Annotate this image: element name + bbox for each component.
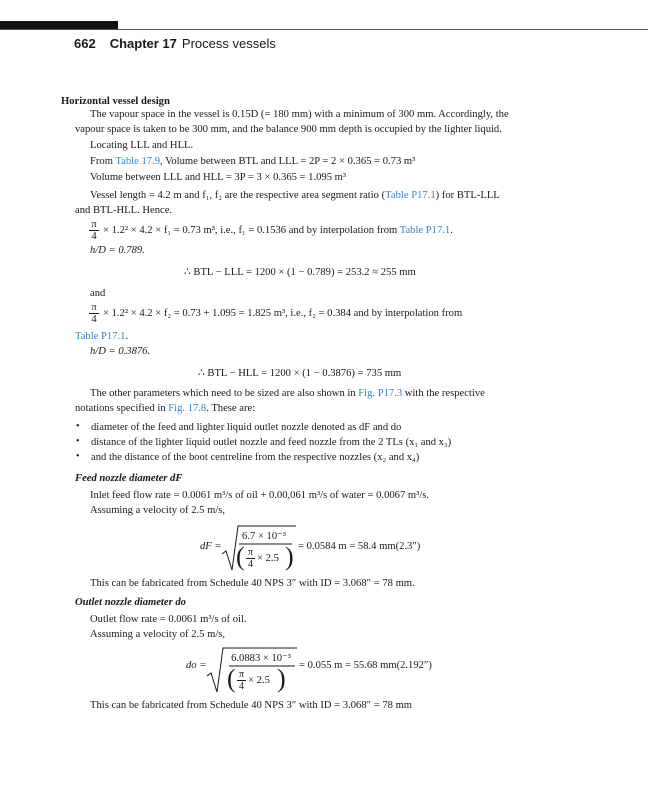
- vessel-length-line: [90, 189, 500, 202]
- feed-nozzle-title: Feed nozzle diameter dF: [75, 473, 183, 484]
- eq1-end: .: [450, 225, 453, 236]
- eq1-pi-over-4: [89, 219, 99, 242]
- eq2-line: × 1.2² × 4.2 × f₂ = 0.73 + 1.095 = 1.825 m³, i.e., f₂ = 0.384 and by interpolation from: [103, 308, 463, 319]
- section-title: Horizontal vessel design: [61, 96, 170, 107]
- feed-four: 4: [248, 559, 253, 570]
- feed-fabricated: This can be fabricated from Schedule 40 NPS 3″ with ID = 3.068″ = 78 mm.: [90, 578, 415, 589]
- and-word: and: [90, 288, 106, 299]
- from-table-line: [90, 155, 415, 168]
- vessel-length-post: ) for BTL-LLL: [435, 190, 500, 201]
- feed-den-rest: × 2.5: [257, 553, 279, 564]
- para1-line2: vapour space is taken to be 300 mm, and the balance 900 mm depth is occupied by the lighter liquid.: [75, 124, 502, 135]
- eq2-pi-over-4: [89, 302, 99, 325]
- other-params-line2-post: . These are:: [206, 403, 256, 414]
- outlet-numerator: 6.0883 × 10⁻³: [231, 653, 291, 664]
- other-params-line2: [75, 402, 255, 415]
- vessel-length-pre: Vessel length = 4.2 m and f₁, f₂ are the respective area segment ratio (: [90, 190, 386, 201]
- outlet-result: = 0.055 m = 55.68 mm(2.192″): [299, 660, 432, 671]
- vol-hll-line: Volume between LLL and HLL = 3P = 3 × 0.365 = 1.095 m³: [90, 172, 347, 183]
- running-header: [74, 36, 276, 51]
- bullet-dot: •: [76, 436, 80, 447]
- bullet-item-1: diameter of the feed and lighter liquid outlet nozzle denoted as dF and do: [91, 422, 402, 433]
- eq2-four: 4: [91, 314, 97, 325]
- from-table-post: , Volume between BTL and LLL = 2P = 2 × 0.365 = 0.73 m³: [160, 156, 416, 167]
- outlet-sqrt: [207, 646, 297, 694]
- outlet-nozzle-title: Outlet nozzle diameter do: [75, 597, 186, 608]
- btl-lll-result: ∴ BTL − LLL = 1200 × (1 − 0.789) = 253.2 ≈ 255 mm: [184, 267, 416, 278]
- outlet-pi: π: [238, 669, 245, 680]
- bullet-item-2: distance of the lighter liquid outlet nozzle and feed nozzle from the 2 TLs (x₁ and x₃): [91, 437, 452, 448]
- chapter-label: Chapter 17: [109, 36, 177, 51]
- chapter-title: Process vessels: [181, 36, 276, 51]
- feed-pi: π: [247, 547, 254, 558]
- link-table-p17-1-c[interactable]: Table P17.1: [75, 331, 126, 342]
- feed-velocity: Assuming a velocity of 2.5 m/s,: [90, 505, 226, 516]
- outlet-fabricated: This can be fabricated from Schedule 40 NPS 3″ with ID = 3.068″ = 78 mm: [90, 700, 413, 711]
- outlet-lhs: do =: [186, 660, 207, 671]
- bullet-dot: •: [76, 421, 80, 432]
- outlet-four: 4: [239, 681, 244, 692]
- eq1-pi: π: [89, 219, 99, 231]
- link-table-p17-1-b[interactable]: Table P17.1: [399, 225, 451, 236]
- outlet-den-rest: × 2.5: [248, 675, 270, 686]
- feed-flow: Inlet feed flow rate = 0.0061 m³/s of oil + 0.00,061 m³/s of water = 0.0067 m³/s.: [90, 490, 430, 501]
- table-p17-1-end: .: [125, 331, 129, 342]
- eq1-four: 4: [91, 231, 97, 242]
- feed-result: = 0.0584 m = 58.4 mm(2.3″): [298, 541, 421, 552]
- btl-hll-result: ∴ BTL − HLL = 1200 × (1 − 0.3876) = 735 mm: [198, 368, 402, 379]
- outlet-velocity: Assuming a velocity of 2.5 m/s,: [90, 629, 226, 640]
- eq2-pi: π: [89, 302, 99, 314]
- bullet-dot: •: [76, 451, 80, 462]
- from-table-pre: From: [90, 156, 116, 167]
- outlet-paren-right: ): [277, 664, 286, 693]
- feed-sqrt: [222, 524, 296, 572]
- outlet-pi-over-4: [237, 669, 246, 692]
- feed-pi-over-4: [246, 547, 255, 570]
- para1-line1: The vapour space in the vessel is 0.15D (= 180 mm) with a minimum of 300 mm. Accordingly, the: [90, 109, 509, 120]
- page-number: 662: [74, 36, 96, 51]
- feed-lhs: dF =: [200, 541, 222, 552]
- link-fig-p17-3[interactable]: Fig. P17.3: [358, 388, 403, 399]
- eq1-rest: × 1.2² × 4.2 × f₁ = 0.73 m³, i.e., f₁ = 0.1536 and by interpolation from: [103, 225, 400, 236]
- other-params-line1: [90, 387, 485, 400]
- header-rule: [0, 29, 648, 30]
- link-table-17-9[interactable]: Table 17.9: [115, 156, 160, 167]
- other-params-line2-pre: notations specified in: [75, 403, 169, 414]
- outlet-paren-left: (: [227, 664, 236, 693]
- feed-paren-left: (: [236, 542, 245, 571]
- outlet-flow: Outlet flow rate = 0.0061 m³/s of oil.: [90, 614, 247, 625]
- and-btl-hll: and BTL-HLL. Hence.: [75, 205, 173, 216]
- feed-numerator: 6.7 × 10⁻³: [242, 531, 286, 542]
- feed-paren-right: ): [285, 542, 294, 571]
- bullet-item-3: and the distance of the boot centreline from the respective nozzles (x₂ and x₄): [91, 452, 420, 463]
- hd1: h/D = 0.789.: [90, 245, 145, 256]
- other-params-pre: The other parameters which need to be sized are also shown in: [90, 388, 359, 399]
- link-fig-17-8[interactable]: Fig. 17.8: [168, 403, 207, 414]
- table-p17-1-line: [75, 330, 128, 343]
- locating-text: Locating LLL and HLL.: [90, 140, 194, 151]
- link-table-p17-1-a[interactable]: Table P17.1: [385, 190, 436, 201]
- eq1-line: [103, 224, 453, 237]
- hd2: h/D = 0.3876.: [90, 346, 151, 357]
- other-params-post: with the respective: [402, 388, 485, 399]
